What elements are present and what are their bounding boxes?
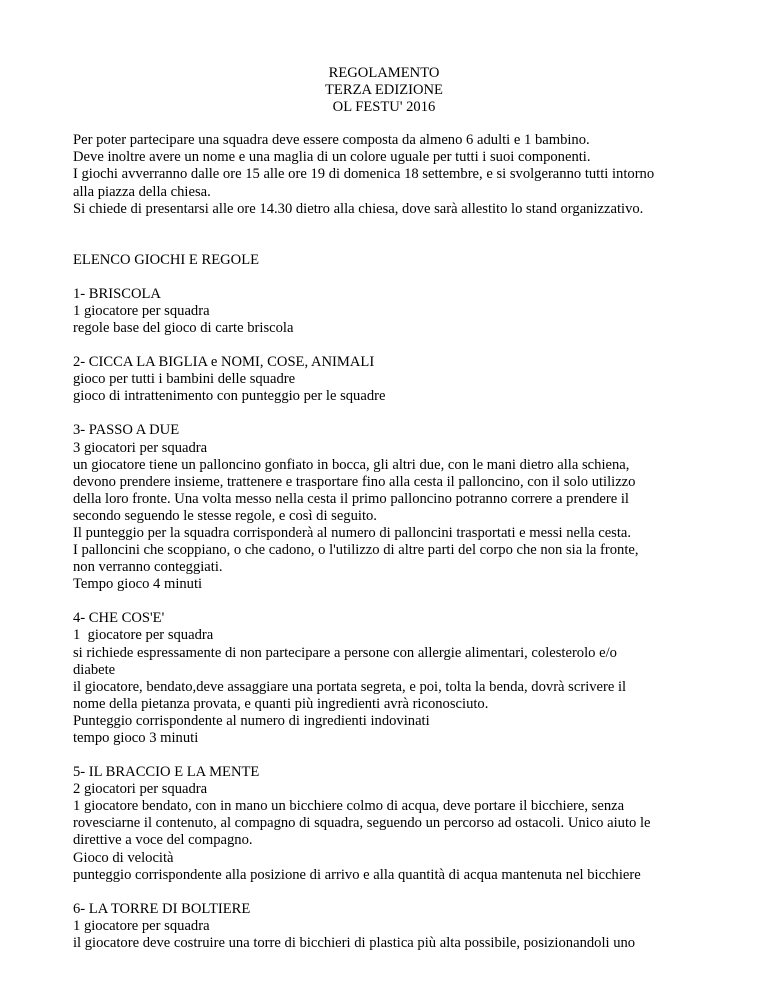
title-line-2: TERZA EDIZIONE bbox=[325, 82, 443, 99]
game-title: 4- CHE COS'E' bbox=[73, 610, 165, 627]
game-title: 3- PASSO A DUE bbox=[73, 422, 180, 439]
game-line: 1 giocatore per squadra bbox=[73, 627, 214, 644]
game-section-passo-a-due bbox=[73, 422, 713, 593]
game-line: 2 giocatori per squadra bbox=[73, 781, 208, 798]
game-line: 3 giocatori per squadra bbox=[73, 439, 208, 456]
game-title: 2- CICCA LA BIGLIA e NOMI, COSE, ANIMALI bbox=[73, 354, 375, 371]
game-line: un giocatore tiene un palloncino gonfiato in bocca, gli altri due, con le mani dietro alla schiena, bbox=[73, 456, 630, 473]
game-section-il-braccio-e-la-mente bbox=[73, 764, 713, 884]
game-line: Il punteggio per la squadra corrisponderà al numero di palloncini trasportati e messi nella cesta. bbox=[73, 524, 632, 541]
game-title: 6- LA TORRE DI BOLTIERE bbox=[73, 900, 251, 917]
game-section-la-torre-di-boltiere bbox=[73, 901, 713, 952]
intro-line: Si chiede di presentarsi alle ore 14.30 dietro alla chiesa, dove sarà allestito lo stand organizzativo. bbox=[73, 200, 644, 217]
game-line: tempo gioco 3 minuti bbox=[73, 730, 199, 746]
game-line: diabete bbox=[73, 661, 116, 678]
game-line: nome della pietanza provata, e quanti più ingredienti avrà riconosciuto. bbox=[73, 695, 489, 712]
game-line: 1 giocatore per squadra bbox=[73, 302, 210, 319]
game-line: si richiede espressamente di non partecipare a persone con allergie alimentari, colesterolo e/o bbox=[73, 644, 617, 661]
game-line: gioco di intrattenimento con punteggio per le squadre bbox=[73, 388, 386, 405]
intro-line: I giochi avverranno dalle ore 15 alle ore 19 di domenica 18 settembre, e si svolgeranno tutti intorno bbox=[73, 166, 655, 183]
game-line: Tempo gioco 4 minuti bbox=[73, 576, 203, 593]
game-line: 1 giocatore per squadra bbox=[73, 917, 210, 934]
game-line: I palloncini che scoppiano, o che cadono, o l'utilizzo di altre parti del corpo che non sia la fronte, bbox=[73, 542, 639, 559]
game-line: 1 giocatore bendato, con in mano un bicchiere colmo di acqua, deve portare il bicchiere, senza bbox=[73, 798, 625, 815]
game-line: regole base del gioco di carte briscola bbox=[73, 320, 294, 337]
game-title: 5- IL BRACCIO E LA MENTE bbox=[73, 764, 260, 781]
game-section-che-cose bbox=[73, 610, 713, 747]
games-heading: ELENCO GIOCHI E REGOLE bbox=[73, 251, 260, 268]
game-line: devono prendere insieme, trattenere e trasportare fino alla cesta il palloncino, con il solo utilizzo bbox=[73, 473, 636, 490]
game-line: il giocatore, bendato,deve assaggiare una portata segreta, e poi, tolta la benda, dovrà scrivere il bbox=[73, 678, 627, 695]
game-section-cicca-la-biglia bbox=[73, 354, 713, 405]
intro-line: Deve inoltre avere un nome e una maglia di un colore uguale per tutti i suoi componenti. bbox=[73, 149, 591, 166]
game-title: 1- BRISCOLA bbox=[73, 285, 161, 302]
game-line: il giocatore deve costruire una torre di bicchieri di plastica più alta possibile, posizionandoli uno bbox=[73, 934, 636, 951]
game-line: direttive a voce del compagno. bbox=[73, 832, 253, 849]
intro-line: Per poter partecipare una squadra deve essere composta da almeno 6 adulti e 1 bambino. bbox=[73, 132, 590, 149]
game-line: non verranno conteggiati. bbox=[73, 559, 223, 576]
game-line: Punteggio corrispondente al numero di ingredienti indovinati bbox=[73, 712, 430, 729]
game-line: Gioco di velocità bbox=[73, 849, 174, 866]
game-section-briscola bbox=[73, 286, 713, 337]
intro-line: alla piazza della chiesa. bbox=[73, 183, 211, 200]
game-line: secondo seguendo le stesse regole, e così di seguito. bbox=[73, 507, 377, 524]
intro-paragraph bbox=[73, 132, 713, 217]
game-line: rovesciarne il contenuto, al compagno di squadra, seguendo un percorso ad ostacoli. Unico aiuto le bbox=[73, 815, 651, 832]
game-line: gioco per tutti i bambini delle squadre bbox=[73, 371, 296, 388]
document-page bbox=[73, 65, 713, 969]
game-line: della loro fronte. Una volta messo nella cesta il primo palloncino potranno correre a prendere il bbox=[73, 490, 629, 507]
title-line-1: REGOLAMENTO bbox=[328, 65, 440, 81]
game-line: punteggio corrispondente alla posizione di arrivo e alla quantità di acqua mantenuta nel bicchiere bbox=[73, 866, 641, 883]
document-title bbox=[73, 65, 695, 116]
title-line-3: OL FESTU' 2016 bbox=[332, 99, 436, 116]
